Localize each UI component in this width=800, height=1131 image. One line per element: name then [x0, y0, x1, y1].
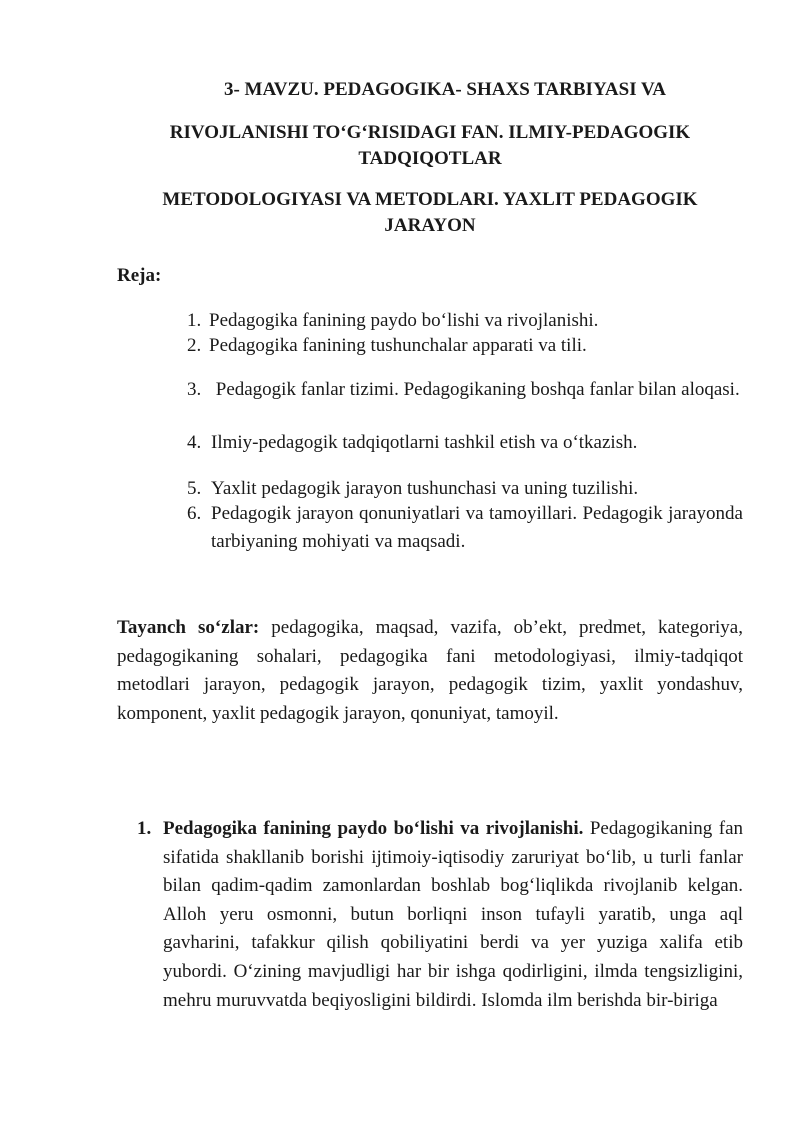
plan-item-number: 1.: [187, 310, 202, 331]
plan-item-3: [187, 376, 743, 404]
plan-label: Reja:: [117, 265, 162, 286]
plan-item-text: Ilmiy-pedagogik tadqiqotlarni tashkil etish va o‘tkazish.: [211, 432, 638, 453]
section-1: [137, 815, 743, 1015]
plan-item-6: [187, 500, 743, 556]
section-text: Pedagogikaning fan sifatida shakllanib borishi ijtimoiy-iqtisodiy zaruriyat bo‘lib, u turli fanlar bilan qadim-qadim zamonlardan boshlab bog‘liqlikda rivojlanib kelgan. Alloh yeru osmonni, butun borliqni inson tufayli yaratib, unga aql gavharini, tafakkur qilish qobiliyatini berdi va yer yuziga xalifa etib yubordi. O‘zining mavjudligi har bir ishga qodirligini, ilmda tengsizligini, mehru muruvvatda beqiyosligini bildirdi. Islomda ilm berishda bir-biriga: [163, 818, 744, 1011]
plan-item-text: Yaxlit pedagogik jarayon tushunchasi va uning tuzilishi.: [211, 478, 639, 499]
plan-item-number: 5.: [187, 478, 202, 499]
section-number: 1.: [137, 818, 152, 839]
title-line-2: RIVOJLANISHI TO‘G‘RISIDAGI FAN. ILMIY-PEDAGOGIK TADQIQOTLAR: [169, 122, 691, 169]
title-line-3: METODOLOGIYASI VA METODLARI. YAXLIT PEDAGOGIK JARAYON: [162, 189, 698, 236]
plan-item-text: Pedagogik jarayon qonuniyatlari va tamoyillari. Pedagogik jarayonda tarbiyaning mohiyati va maqsadi.: [211, 503, 743, 552]
plan-item-number: 2.: [187, 335, 202, 356]
plan-item-number: 3.: [187, 379, 202, 400]
section-body: [163, 815, 743, 1015]
section-heading: Pedagogika fanining paydo bo‘lishi va rivojlanishi.: [163, 818, 584, 839]
plan-item-number: 4.: [187, 432, 202, 453]
keywords-text: pedagogika, maqsad, vazifa, ob’ekt, predmet, kategoriya, pedagogikaning sohalari, pedagogika fani metodologiyasi, ilmiy-tadqiqot metodlari jarayon, pedagogik jarayon, pedagogik tizim, yaxlit yondashuv, komponent, yaxlit pedagogik jarayon, qonuniyat, tamoyil.: [117, 617, 743, 724]
plan-item-number: 6.: [187, 503, 202, 524]
plan-item-5: [187, 475, 743, 503]
plan-item-4: [187, 429, 743, 457]
plan-item-text: Pedagogika fanining paydo bo‘lishi va rivojlanishi.: [209, 310, 599, 331]
plan-item-2: [187, 332, 743, 360]
title-line-1: 3- MAVZU. PEDAGOGIKA- SHAXS TARBIYASI VA: [223, 79, 667, 100]
plan-item-text: Pedagogik fanlar tizimi. Pedagogikaning boshqa fanlar bilan aloqasi.: [211, 379, 740, 400]
plan-item-text: Pedagogika fanining tushunchalar apparati va tili.: [209, 335, 587, 356]
keywords-label: Tayanch so‘zlar:: [117, 617, 260, 638]
keywords-paragraph: [117, 614, 743, 728]
plan-item-1: [187, 307, 743, 335]
